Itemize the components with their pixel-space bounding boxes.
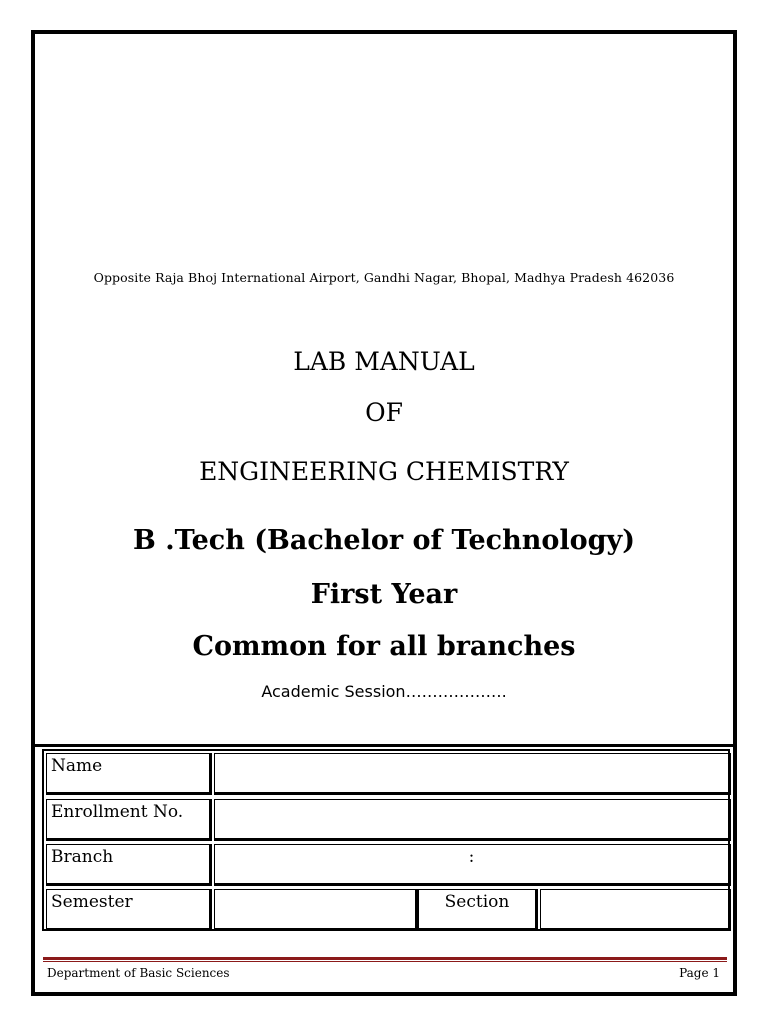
semester-field[interactable] [214,889,418,931]
footer-page-number: Page 1 [679,966,720,980]
section-divider [35,744,733,747]
enrollment-label: Enrollment No. [46,799,212,841]
section-field[interactable] [540,889,731,931]
title-subject: ENGINEERING CHEMISTRY [199,457,569,486]
institute-address: Opposite Raja Bhoj International Airport, Gandhi Nagar, Bhopal, Madhya Pradesh 462036 [93,270,675,285]
title-of: OF [365,398,403,427]
degree-title: B .Tech (Bachelor of Technology) [132,525,635,556]
footer-department: Department of Basic Sciences [47,966,230,980]
footer-rule-thin [43,961,727,962]
year-title: First Year [310,579,458,610]
footer-rule [43,957,727,960]
name-field[interactable] [214,753,731,795]
page-frame [31,30,737,996]
semester-label: Semester [46,889,212,931]
name-label: Name [46,753,212,795]
academic-session: Academic Session………………. [261,682,507,701]
title-lab-manual: LAB MANUAL [293,347,475,376]
scope-title: Common for all branches [192,631,576,662]
section-label: Section [418,889,538,931]
branch-label: Branch [46,844,212,886]
enrollment-field[interactable] [214,799,731,841]
branch-field[interactable]: : [214,844,731,886]
student-details-table [42,749,730,931]
